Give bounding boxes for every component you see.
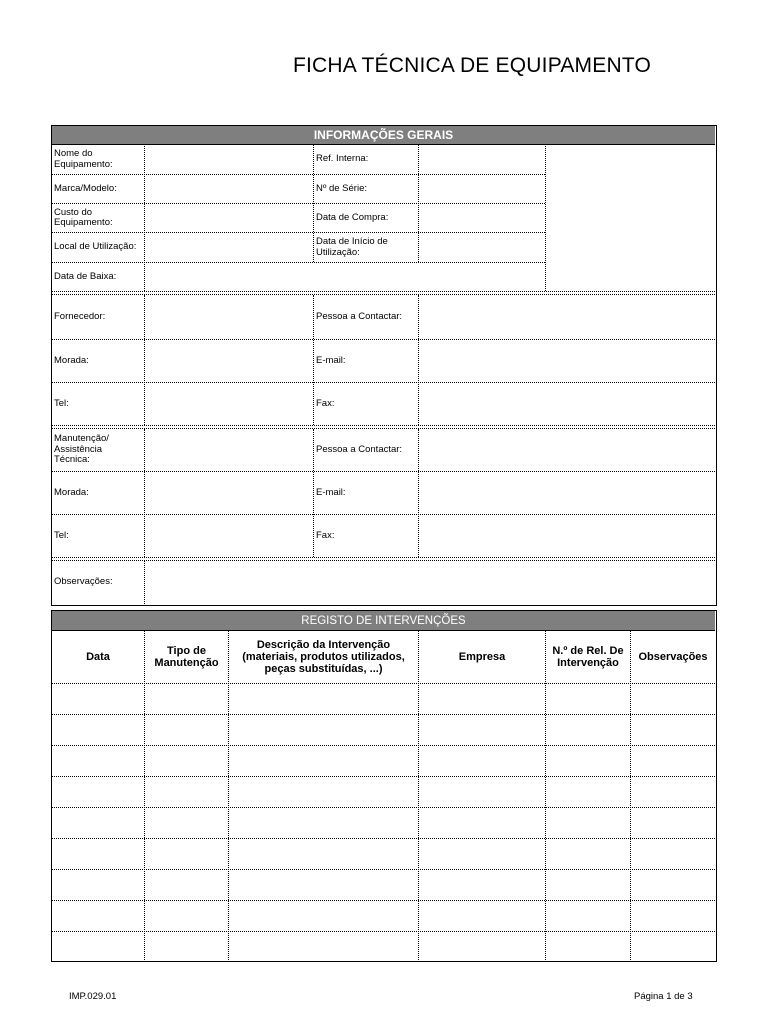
- label-tel-manutencao: Tel:: [54, 529, 69, 541]
- field-morada-fornecedor[interactable]: [145, 340, 312, 382]
- table-cell[interactable]: [546, 808, 630, 838]
- field-manutencao[interactable]: [145, 429, 312, 471]
- label-pessoa-contactar-manutencao: Pessoa a Contactar:: [316, 443, 403, 455]
- table-row: [52, 839, 715, 869]
- general-info-header: INFORMAÇÕES GERAIS: [52, 126, 715, 145]
- table-cell[interactable]: [145, 746, 228, 776]
- field-observacoes[interactable]: [145, 561, 714, 604]
- table-cell[interactable]: [52, 932, 144, 962]
- table-cell[interactable]: [145, 808, 228, 838]
- footer-page-number: Página 1 de 3: [634, 991, 693, 1002]
- label-nome-equipamento: Nome do Equipamento:: [54, 148, 113, 170]
- table-cell[interactable]: [631, 932, 715, 962]
- table-cell[interactable]: [631, 715, 715, 745]
- table-cell[interactable]: [546, 870, 630, 900]
- field-ref-interna[interactable]: [419, 145, 544, 174]
- table-cell[interactable]: [546, 901, 630, 931]
- table-cell[interactable]: [145, 777, 228, 807]
- label-ref-interna: Ref. Interna:: [316, 153, 369, 165]
- label-data-inicio-utilizacao: Data de Início de Utilização:: [316, 236, 388, 258]
- label-fax-fornecedor: Fax:: [316, 397, 335, 409]
- table-row: [52, 932, 715, 962]
- table-cell[interactable]: [52, 746, 144, 776]
- photo-area: [546, 145, 714, 291]
- label-manutencao: Manutenção/ Assistência Técnica:: [54, 433, 109, 466]
- table-cell[interactable]: [229, 870, 418, 900]
- interventions-table: [51, 610, 717, 962]
- table-row: [52, 715, 715, 745]
- table-cell[interactable]: [631, 870, 715, 900]
- table-cell[interactable]: [419, 839, 545, 869]
- general-info-table: [51, 125, 717, 606]
- field-morada-manutencao[interactable]: [145, 472, 312, 514]
- label-custo-equipamento: Custo do Equipamento:: [54, 206, 113, 228]
- table-cell[interactable]: [631, 808, 715, 838]
- col-observacoes: Observações: [638, 651, 708, 663]
- table-cell[interactable]: [52, 715, 144, 745]
- field-fax-fornecedor[interactable]: [419, 383, 714, 425]
- label-observacoes: Observações:: [54, 576, 113, 588]
- table-cell[interactable]: [229, 839, 418, 869]
- table-cell[interactable]: [229, 715, 418, 745]
- field-fax-manutencao[interactable]: [419, 515, 714, 557]
- table-cell[interactable]: [546, 932, 630, 962]
- field-fornecedor[interactable]: [145, 295, 312, 339]
- label-morada-manutencao: Morada:: [54, 486, 89, 498]
- field-email-fornecedor[interactable]: [419, 340, 714, 382]
- table-cell[interactable]: [229, 746, 418, 776]
- table-row: [52, 777, 715, 807]
- table-cell[interactable]: [631, 777, 715, 807]
- table-cell[interactable]: [546, 746, 630, 776]
- table-row: [52, 808, 715, 838]
- table-cell[interactable]: [419, 932, 545, 962]
- field-local-utilizacao[interactable]: [145, 233, 312, 262]
- table-cell[interactable]: [52, 870, 144, 900]
- table-cell[interactable]: [546, 715, 630, 745]
- page-title: FICHA TÉCNICA DE EQUIPAMENTO: [293, 54, 651, 77]
- col-empresa: Empresa: [458, 651, 506, 663]
- table-cell[interactable]: [631, 901, 715, 931]
- label-email-manutencao: E-mail:: [316, 486, 346, 498]
- table-row: [52, 901, 715, 931]
- table-cell[interactable]: [229, 901, 418, 931]
- table-row: [52, 684, 715, 714]
- table-cell[interactable]: [52, 684, 144, 714]
- footer-code: IMP.029.01: [69, 991, 117, 1002]
- label-email-fornecedor: E-mail:: [316, 354, 346, 366]
- table-cell[interactable]: [52, 839, 144, 869]
- table-cell[interactable]: [52, 777, 144, 807]
- table-cell[interactable]: [419, 901, 545, 931]
- table-cell[interactable]: [419, 684, 545, 714]
- table-cell[interactable]: [145, 839, 228, 869]
- label-fornecedor: Fornecedor:: [54, 310, 106, 322]
- label-pessoa-contactar-fornecedor: Pessoa a Contactar:: [316, 310, 403, 322]
- col-tipo-manutencao: Tipo de Manutenção: [154, 645, 219, 669]
- table-cell[interactable]: [546, 839, 630, 869]
- interventions-header: REGISTO DE INTERVENÇÕES: [52, 611, 715, 631]
- field-data-inicio-utilizacao[interactable]: [419, 233, 544, 262]
- field-numero-serie[interactable]: [419, 175, 544, 203]
- table-cell[interactable]: [145, 870, 228, 900]
- table-cell[interactable]: [229, 932, 418, 962]
- label-fax-manutencao: Fax:: [316, 529, 335, 541]
- table-cell[interactable]: [229, 684, 418, 714]
- field-data-baixa[interactable]: [145, 263, 544, 291]
- label-tel-fornecedor: Tel:: [54, 397, 69, 409]
- table-cell[interactable]: [419, 808, 545, 838]
- label-data-baixa: Data de Baixa:: [54, 270, 117, 282]
- table-cell[interactable]: [631, 684, 715, 714]
- label-local-utilizacao: Local de Utilização:: [54, 241, 137, 253]
- field-pessoa-contactar-fornecedor[interactable]: [419, 295, 714, 339]
- field-email-manutencao[interactable]: [419, 472, 714, 514]
- field-marca-modelo[interactable]: [145, 175, 312, 203]
- label-morada-fornecedor: Morada:: [54, 354, 89, 366]
- col-data: Data: [86, 651, 110, 663]
- table-cell[interactable]: [546, 777, 630, 807]
- field-tel-manutencao[interactable]: [145, 515, 312, 557]
- label-marca-modelo: Marca/Modelo:: [54, 182, 117, 194]
- table-cell[interactable]: [52, 808, 144, 838]
- table-cell[interactable]: [419, 746, 545, 776]
- field-pessoa-contactar-manutencao[interactable]: [419, 429, 714, 471]
- table-cell[interactable]: [419, 777, 545, 807]
- col-descricao: Descrição da Intervenção (materiais, produtos utilizados, peças substituídas, ...): [242, 639, 405, 675]
- table-row: [52, 870, 715, 900]
- field-data-compra[interactable]: [419, 204, 544, 232]
- label-data-compra: Data de Compra:: [316, 211, 389, 223]
- table-cell[interactable]: [419, 870, 545, 900]
- table-cell[interactable]: [52, 901, 144, 931]
- table-cell[interactable]: [229, 777, 418, 807]
- table-row: [52, 746, 715, 776]
- field-tel-fornecedor[interactable]: [145, 383, 312, 425]
- field-custo-equipamento[interactable]: [145, 204, 312, 232]
- table-cell[interactable]: [419, 715, 545, 745]
- table-cell[interactable]: [145, 715, 228, 745]
- table-cell[interactable]: [145, 932, 228, 962]
- table-cell[interactable]: [229, 808, 418, 838]
- table-cell[interactable]: [631, 839, 715, 869]
- table-cell[interactable]: [546, 684, 630, 714]
- table-cell[interactable]: [145, 901, 228, 931]
- table-cell[interactable]: [631, 746, 715, 776]
- label-numero-serie: Nº de Série:: [316, 182, 367, 194]
- table-cell[interactable]: [145, 684, 228, 714]
- col-numero-rel: N.º de Rel. De Intervenção: [552, 645, 624, 669]
- field-nome-equipamento[interactable]: [145, 145, 312, 174]
